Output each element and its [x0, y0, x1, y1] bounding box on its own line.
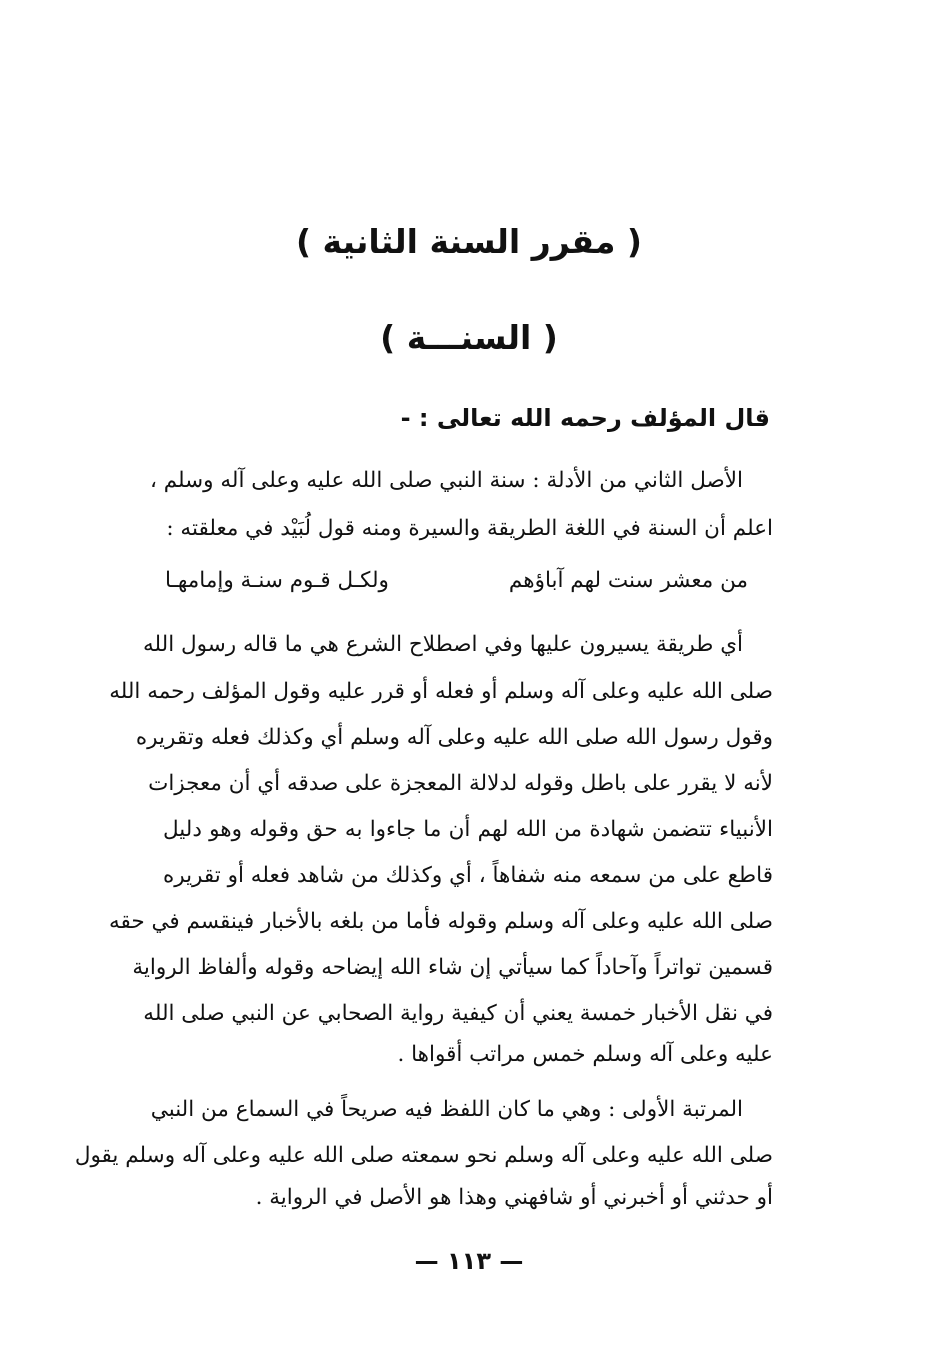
section-title: ( السنـــة ) [380, 318, 558, 357]
paragraph-line: المرتبة الأولى : وهي ما كان اللفظ فيه صريحاً في السماع من النبي [150, 1097, 743, 1122]
paragraph-line: الأصل الثاني من الأدلة : سنة النبي صلى الله عليه وعلى آله وسلم ، [149, 468, 743, 493]
paragraph-line: عليه وعلى آله وسلم خمس مراتب أقواها . [397, 1042, 773, 1067]
paragraph-line: أو حدثني أو أخبرني أو شافهني وهذا هو الأصل في الرواية . [255, 1185, 773, 1210]
paragraph-line: في نقل الأخبار خمسة يعني أن كيفية رواية الصحابي عن النبي صلى الله [143, 1001, 773, 1026]
paragraph-line: قسمين تواتراً وآحاداً كما سيأتي إن شاء الله إيضاحه وقوله وألفاظ الرواية [132, 955, 773, 980]
paragraph-line: اعلم أن السنة في اللغة الطريقة والسيرة ومنه قول لُبَيْد في معلقته : [166, 516, 773, 541]
page-title: ( مقرر السنة الثانية ) [295, 222, 643, 261]
author-heading: قال المؤلف رحمه الله تعالى : - [400, 404, 770, 432]
paragraph-line: صلى الله عليه وعلى آله وسلم وقوله فأما من بلغه بالأخبار فينقسم في حقه [108, 909, 773, 934]
paragraph-line: صلى الله عليه وعلى آله وسلم أو فعله أو قرر عليه وقول المؤلف رحمه الله [109, 679, 773, 704]
paragraph-line: صلى الله عليه وعلى آله وسلم نحو سمعته صلى الله عليه وعلى آله وسلم يقول [74, 1143, 773, 1168]
paragraph-line: وقول رسول الله صلى الله عليه وعلى آله وسلم أي وكذلك فعله وتقريره [135, 725, 773, 750]
paragraph-line: الأنبياء تتضمن شهادة من الله لهم أن ما جاءوا به حق وقوله وهو دليل [163, 817, 773, 842]
page-number: — ١١٣ — [414, 1247, 524, 1275]
paragraph-line: قاطع على من سمعه منه شفاهاً ، أي وكذلك من شاهد فعله أو تقريره [162, 863, 773, 888]
paragraph-line: أي طريقة يسيرون عليها وفي اصطلاح الشرع هي ما قاله رسول الله [143, 632, 743, 657]
paragraph-line: لأنه لا يقرر على باطل وقوله لدلالة المعجزة على صدقه أي أن معجزات [148, 771, 773, 796]
verse-second-hemistich: ولكـل قـوم سنـة وإمامهـا [165, 568, 389, 593]
verse-first-hemistich: من معشر سنت لهم آباؤهم [508, 568, 748, 593]
